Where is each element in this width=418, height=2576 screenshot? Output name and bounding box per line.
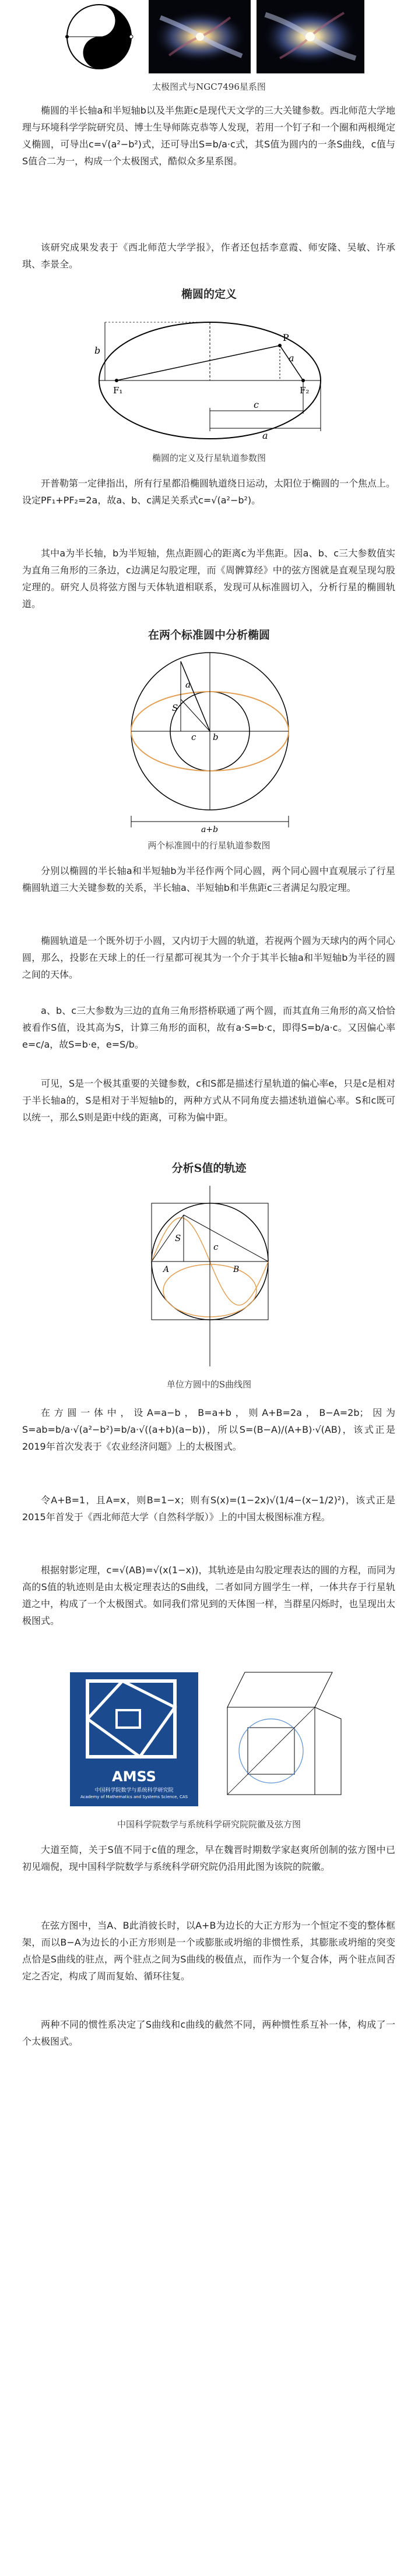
label-F2: F₂ bbox=[300, 385, 310, 396]
ellipse-caption: 椭圆的定义及行星轨道参数图 bbox=[152, 453, 266, 463]
label-F1: F₁ bbox=[113, 385, 123, 396]
amss-logo bbox=[70, 1672, 198, 1806]
s-value-heading: 分析S值的轨迹 bbox=[171, 1162, 247, 1175]
galaxy-image-2 bbox=[257, 0, 364, 73]
label-a-plus-b: a+b bbox=[201, 825, 219, 833]
paragraph-6: 椭圆轨道是一个既外切于小圆，又内切于大圆的轨道，若视两个圆为天球内的两个同心圆，那么，投影在天球上的任一行星都可视其为一个介于其半长轴a和半短轴b为半径的圆之间的天体。 bbox=[22, 935, 396, 980]
galaxy-image-1 bbox=[149, 0, 251, 73]
paragraph-4: 其中a为半长轴，b为半短轴，焦点距圆心的距离c为半焦距。因a、b、c三大参数值实为直角三角形的三条边，c边满足勾股定理，而《周髀算经》中的弦方图就是直观呈现勾股定理的。研究人员将弦方图与天体轨道相联系，发现可从标准圆切入，分析行星的椭圆轨道。 bbox=[22, 548, 395, 609]
label-a: a bbox=[185, 679, 191, 690]
amss-logo-sub1: 中国科学院数学与系统科学研究院 bbox=[94, 1788, 174, 1793]
label-b: b bbox=[94, 345, 101, 356]
label-S: S bbox=[172, 703, 178, 713]
logo-caption: 中国科学院数学与系统科学研究院院徽及弦方图 bbox=[117, 1819, 301, 1830]
label-P: P bbox=[283, 332, 289, 343]
paragraph-9: 在方圆一体中，设A=a−b，B=a+b，则A+B=2a，B−A=2b；因为S=ab=b/a·√(a²−b²)=b/a·√((a+b)(a−b))，所以S=(B−A)/(A+B)·√(AB)，该式正是2019年首次发表于《农业经济问题》上的太极图式。 bbox=[22, 1407, 395, 1452]
label-S: S bbox=[175, 1233, 181, 1243]
label-b: b bbox=[213, 732, 219, 742]
paragraph-11: 根据射影定理，c=√(AB)=√(x(1−x))，其轨迹是由勾股定理表达的圆的方程，而同为高的S值的轨迹则是由太极定理表达的S曲线，二者如同方圆学生一样，一体共存于行星轨道之中，构成了一个太极图式。如同我们常见到的天体图一样，当群星闪烁时，也呈现出太极图式。 bbox=[22, 1564, 396, 1626]
paragraph-8: 可见，S是一个极其重要的关键参数，c和S都是描述行星轨道的偏心率e，只是c是相对于半长轴a的，S是相对于半短轴b的，两种方式从不同角度去描述轨道偏心率。S和c既可以统一，那么S则是距中线的距离，可称为偏中距。 bbox=[22, 1078, 395, 1123]
label-a-upper: a bbox=[289, 353, 294, 364]
paragraph-12: 大道至简，关于S值不同于c值的理念，早在魏晋时期数学家赵爽所创制的弦方图中已初见端倪，现中国科学院数学与系统科学研究院仍沿用此图为该院的院徽。 bbox=[22, 1844, 395, 1872]
taiji-diagram bbox=[55, 0, 143, 73]
paragraph-13: 在弦方图中，当A、B此消彼长时，以A+B为边长的大正方形为一个恒定不变的整体框架，而以B−A为边长的小正方形则是一个或膨胀或坍缩的非惯性系，其膨胀或坍缩的突变点恰是S曲线的驻点，两个驻点之间为S曲线的极值点，而作为一个复合体，两个驻点间否定之否定，构成了周而复始、循环往复。 bbox=[22, 1920, 395, 1982]
top-figure-caption: 太极图式与NGC7496星系图 bbox=[152, 82, 266, 92]
label-A: A bbox=[163, 1265, 170, 1274]
s-curve-caption: 单位方圆中的S曲线图 bbox=[166, 1379, 252, 1390]
standard-circle-diagram bbox=[117, 647, 303, 833]
label-c: c bbox=[213, 1242, 219, 1252]
standard-circle-heading: 在两个标准圆中分析椭圆 bbox=[147, 629, 270, 642]
paragraph-3: 开普勒第一定律指出，所有行星都沿椭圆轨道绕日运动，太阳位于椭圆的一个焦点上。设定PF₁+PF₂=2a，故a、b、c满足关系式c=√(a²−b²)。 bbox=[22, 478, 396, 506]
paragraph-5: 分别以椭圆的半长轴a和半短轴b为半径作两个同心圆，两个同心圆中直观展示了行星椭圆轨道三大关键参数的关系，半长轴a、半短轴b和半焦距c三者满足勾股定理。 bbox=[22, 865, 395, 893]
xian-fang-diagram bbox=[216, 1666, 350, 1812]
ellipse-heading: 椭圆的定义 bbox=[181, 288, 237, 301]
paragraph-14: 两种不同的惯性系决定了S曲线和c曲线的截然不同，两种惯性系互补一体，构成了一个太极图式。 bbox=[22, 2019, 395, 2047]
label-c: c bbox=[254, 399, 259, 410]
label-c: c bbox=[191, 732, 196, 742]
label-a-lower: a bbox=[262, 430, 268, 441]
label-B: B bbox=[233, 1265, 240, 1274]
paragraph-1: 椭圆的半长轴a和半短轴b以及半焦距c是现代天文学的三大关键参数。西北师范大学地理与环境科学学院研究员、博士生导师陈克恭等人发现，若用一个钉子和一个圈和两根绳定义椭圆，可导出c=√(a²−b²)式，还可导出S=b/a·c式，其S值为圆内的一条S曲线，c值与S值合二为一，构成一个太极图式，酷似众多星系图。 bbox=[22, 105, 396, 167]
amss-logo-text: AMSS bbox=[112, 1768, 156, 1785]
top-image-row bbox=[55, 0, 364, 73]
paragraph-2: 该研究成果发表于《西北师范大学学报》，作者还包括李意霞、师安隆、吴敏、许承琪、李景全。 bbox=[22, 242, 395, 270]
s-curve-diagram bbox=[134, 1180, 286, 1372]
ellipse-diagram bbox=[87, 306, 332, 446]
standard-circle-caption: 两个标准圆中的行星轨道参数图 bbox=[147, 840, 271, 851]
paragraph-7: a、b、c三大参数为三边的直角三角形搭桥联通了两个圆，而其直角三角形的高又恰恰被看作S值，设其高为S，计算三角形的面积，故有a·S=b·c，即得S=b/a·c。又因偏心率e=c/a，故S=b·e，e=S/b。 bbox=[22, 1005, 395, 1050]
paragraph-10: 令A+B=1，且A=x，则B=1−x；则有S(x)=(1−2x)√(1/4−(x−1/2)²)，该式正是2015年首发于《西北师范大学（自然科学版）》上的中国太极图标准方程。 bbox=[22, 1495, 395, 1523]
amss-logo-sub2: Academy of Mathematics and Systems Science, CAS bbox=[80, 1795, 188, 1799]
